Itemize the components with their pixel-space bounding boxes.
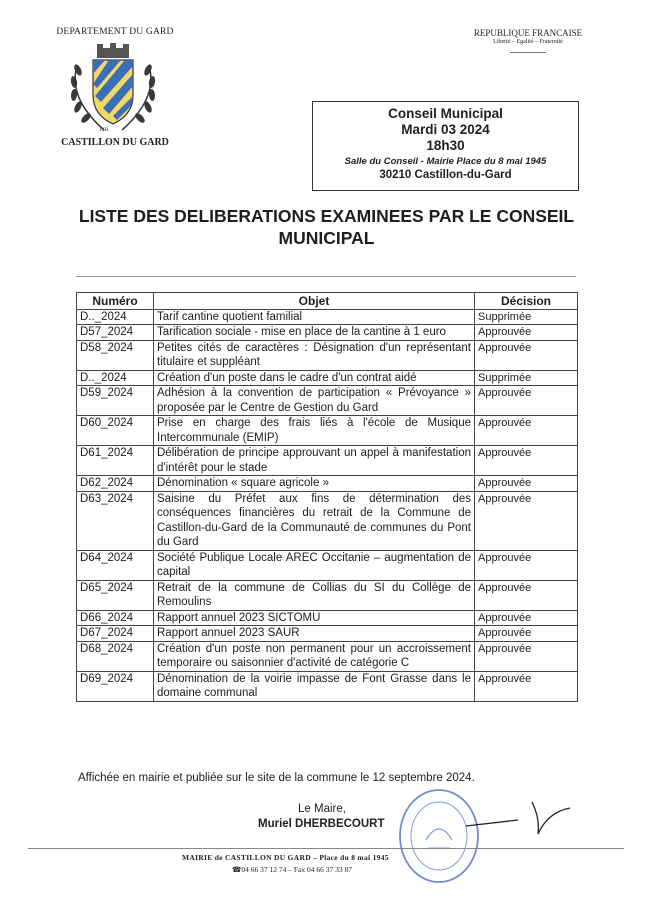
row-dec: Approuvée xyxy=(475,641,578,671)
row-obj: Retrait de la commune de Collias du SI du Collège de Remoulins xyxy=(154,580,475,610)
row-obj: Création d'un poste dans le cadre d'un contrat aidé xyxy=(154,370,475,386)
footer-divider xyxy=(28,848,624,849)
row-dec: Approuvée xyxy=(475,325,578,341)
row-num: D64_2024 xyxy=(77,550,154,580)
row-dec: Approuvée xyxy=(475,610,578,626)
header-dec: Décision xyxy=(475,293,578,310)
row-num: D59_2024 xyxy=(77,386,154,416)
meeting-title: Conseil Municipal xyxy=(388,106,503,121)
row-num: D69_2024 xyxy=(77,671,154,701)
row-dec: Supprimée xyxy=(475,370,578,386)
table-row xyxy=(77,641,578,671)
row-obj: Tarif cantine quotient familial xyxy=(154,309,475,325)
row-num: D62_2024 xyxy=(77,476,154,492)
row-num: D61_2024 xyxy=(77,446,154,476)
signature-icon xyxy=(458,798,578,838)
row-obj: Dénomination « square agricole » xyxy=(154,476,475,492)
mayor-name: Muriel DHERBECOURT xyxy=(258,818,385,830)
meeting-city: 30210 Castillon-du-Gard xyxy=(379,169,512,181)
table-row xyxy=(77,491,578,550)
table-row xyxy=(77,386,578,416)
table-row xyxy=(77,340,578,370)
title-divider xyxy=(76,276,576,277)
row-num: D66_2024 xyxy=(77,610,154,626)
department-label: DEPARTEMENT DU GARD xyxy=(56,27,174,37)
row-num: D67_2024 xyxy=(77,626,154,642)
row-num: D65_2024 xyxy=(77,580,154,610)
row-num: D.._2024 xyxy=(77,309,154,325)
table-row xyxy=(77,309,578,325)
row-dec: Approuvée xyxy=(475,340,578,370)
meeting-time: 18h30 xyxy=(426,138,465,153)
row-dec: Approuvée xyxy=(475,446,578,476)
table-row xyxy=(77,550,578,580)
row-obj: Dénomination de la voirie impasse de Font Grasse dans le domaine communal xyxy=(154,671,475,701)
meeting-venue: Salle du Conseil - Mairie Place du 8 mai 1945 xyxy=(344,156,547,167)
row-obj: Saisine du Préfet aux fins de détermination des conséquences financières du retrait de la Commune de Castillon-du-Gard de la Communauté de communes du Pont du Gard xyxy=(154,491,475,550)
row-obj: Rapport annuel 2023 SICTOMU xyxy=(154,610,475,626)
row-num: D63_2024 xyxy=(77,491,154,550)
row-dec: Approuvée xyxy=(475,491,578,550)
row-num: D.._2024 xyxy=(77,370,154,386)
row-dec: Approuvée xyxy=(475,550,578,580)
row-num: D58_2024 xyxy=(77,340,154,370)
row-obj: Tarification sociale - mise en place de la cantine à 1 euro xyxy=(154,325,475,341)
row-obj: Prise en charge des frais liés à l'école de Musique Intercommunale (EMIP) xyxy=(154,416,475,446)
row-obj: Délibération de principe approuvant un appel à manifestation d'intérêt pour le stade xyxy=(154,446,475,476)
table-header-row xyxy=(77,293,578,310)
row-dec: Approuvée xyxy=(475,386,578,416)
row-dec: Approuvée xyxy=(475,416,578,446)
table-row xyxy=(77,626,578,642)
header-obj: Objet xyxy=(154,293,475,310)
motto-divider xyxy=(510,52,546,53)
document-title: LISTE DES DELIBERATIONS EXAMINEES PAR LE CONSEIL MUNICIPAL xyxy=(78,206,575,248)
row-obj: Adhésion à la convention de participation « Prévoyance » proposée par le Centre de Gestion du Gard xyxy=(154,386,475,416)
row-num: D60_2024 xyxy=(77,416,154,446)
row-dec: Approuvée xyxy=(475,580,578,610)
row-dec: Approuvée xyxy=(475,626,578,642)
table-row xyxy=(77,416,578,446)
crest-caption: LIB. xyxy=(100,128,110,133)
republic-motto: Liberté – Egalité – Fraternité xyxy=(493,39,563,45)
meeting-info-box xyxy=(312,101,579,191)
table-row xyxy=(77,671,578,701)
deliberations-table xyxy=(76,292,578,702)
footer-phone: ☎04 66 37 12 74 – Fax 04 66 37 33 87 xyxy=(232,865,352,874)
table-row xyxy=(77,446,578,476)
row-obj: Société Publique Locale AREC Occitanie – augmentation de capital xyxy=(154,550,475,580)
table-row xyxy=(77,325,578,341)
commune-label: CASTILLON DU GARD xyxy=(61,137,169,148)
table-row xyxy=(77,370,578,386)
mayor-title: Le Maire, xyxy=(298,803,346,815)
table-row xyxy=(77,580,578,610)
municipal-crest-icon xyxy=(64,40,162,140)
row-obj: Rapport annuel 2023 SAUR xyxy=(154,626,475,642)
footer-address: MAIRIE de CASTILLON DU GARD – Place du 8 mai 1945 xyxy=(182,853,389,862)
publication-note: Affichée en mairie et publiée sur le site de la commune le 12 septembre 2024. xyxy=(78,772,475,784)
row-num: D57_2024 xyxy=(77,325,154,341)
header-num: Numéro xyxy=(77,293,154,310)
row-dec: Supprimée xyxy=(475,309,578,325)
row-num: D68_2024 xyxy=(77,641,154,671)
row-obj: Création d'un poste non permanent pour un accroissement temporaire ou saisonnier d'activité de catégorie C xyxy=(154,641,475,671)
republic-label: REPUBLIQUE FRANCAISE xyxy=(473,28,583,38)
table-row xyxy=(77,610,578,626)
row-obj: Petites cités de caractères : Désignation d'un représentant titulaire et suppléant xyxy=(154,340,475,370)
table-row xyxy=(77,476,578,492)
row-dec: Approuvée xyxy=(475,476,578,492)
meeting-date: Mardi 03 2024 xyxy=(401,122,490,137)
row-dec: Approuvée xyxy=(475,671,578,701)
